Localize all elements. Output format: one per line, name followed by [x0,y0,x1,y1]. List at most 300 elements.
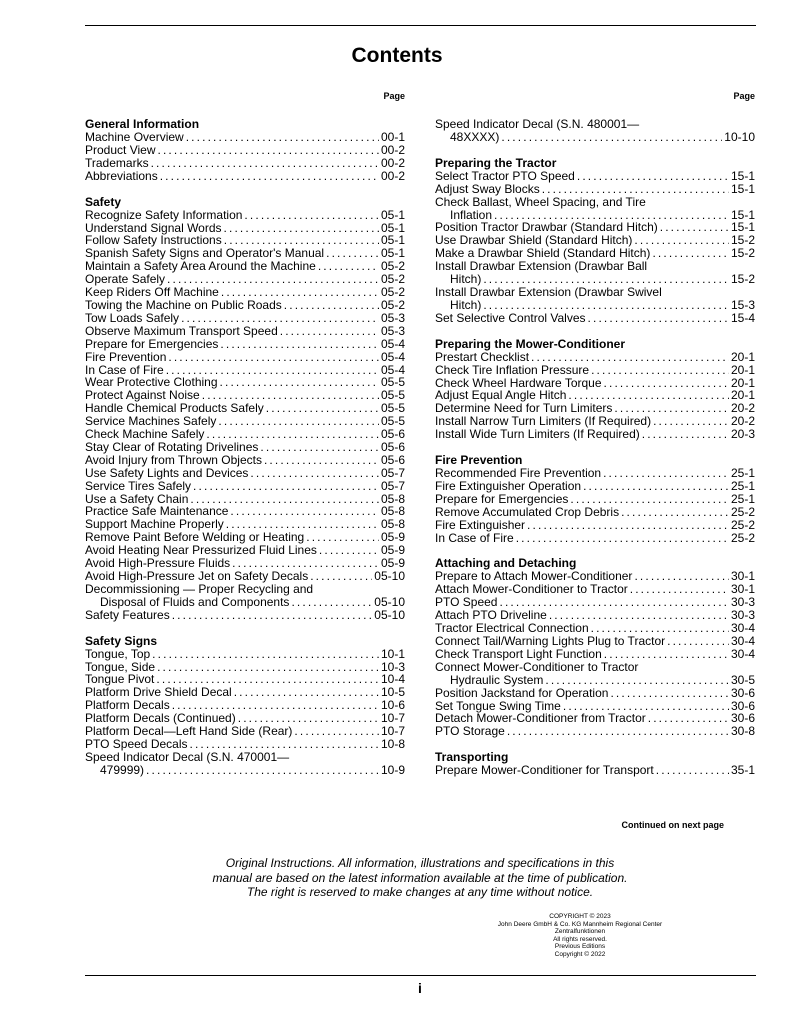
dot-leader [157,144,378,157]
section-heading: General Information [85,117,200,131]
toc-entry-text: Check Wheel Hardware Torque [435,375,602,390]
toc-page-number: 05-2 [380,297,405,312]
dot-leader [250,467,379,480]
copyright-line: All rights reserved. [553,935,607,943]
toc-section [85,118,405,183]
toc-page-number: 25-2 [730,504,755,519]
toc-page-number: 05-5 [380,375,405,390]
toc-entry [435,131,755,144]
dot-leader [190,738,379,751]
toc-page-number: 35-1 [730,763,755,778]
dot-leader [652,247,729,260]
toc-entry-text: Install Narrow Turn Limiters (If Required) [435,414,652,429]
toc-page-number: 05-5 [380,401,405,416]
toc-entry-text: Avoid High-Pressure Fluids [85,556,231,571]
toc-entry-text: Tongue Pivot [85,672,155,687]
toc-entry-text: Support Machine Properly [85,517,224,532]
dot-leader [151,157,379,170]
toc-entry [85,312,405,325]
dot-leader [152,648,379,661]
toc-entry [435,299,755,312]
copyright-line: COPYRIGHT © 2023 [549,913,611,920]
toc-entry-text: Prepare Mower-Conditioner for Transport [435,763,654,778]
dot-leader [224,222,379,235]
dot-leader [483,299,729,312]
toc-entry-text: Tongue, Side [85,659,156,674]
toc-entry [85,157,405,170]
toc-page-number: 05-10 [374,607,405,622]
dot-leader [291,596,372,609]
toc-entry [435,493,755,506]
toc-entry-text: Use Drawbar Shield (Standard Hitch) [435,233,633,248]
toc-entry-text: Fire Prevention [85,349,167,364]
dot-leader [507,725,729,738]
toc-section [435,751,755,777]
toc-entry [435,635,755,648]
toc-page-number: 05-5 [380,414,405,429]
toc-page-number: 20-1 [730,375,755,390]
toc-entry-text: Trademarks [85,155,149,170]
toc-entry-text: Platform Decals (Continued) [85,711,236,726]
toc-page-number: 10-4 [380,672,405,687]
toc-entry-text: Towing the Machine on Public Roads [85,297,282,312]
toc-entry-text: In Case of Fire [435,530,514,545]
toc-entry [85,299,405,312]
toc-entry-text: Avoid High-Pressure Jet on Safety Decals [85,569,309,583]
toc-page-number: 05-1 [380,246,405,261]
toc-page-number: 10-6 [380,698,405,713]
toc-entry [435,428,755,441]
dot-leader [160,170,379,183]
toc-entry [435,506,755,519]
toc-entry-text: Maintain a Safety Area Around the Machine [85,259,316,274]
toc-entry-text: Understand Signal Words [85,220,222,235]
toc-entry-text: Product View [85,142,156,157]
toc-entry-text: Prestart Checklist [435,349,530,364]
toc-entry [435,519,755,532]
toc-page-number: 10-10 [724,129,755,144]
toc-entry-text: Check Ballast, Wheel Spacing, and Tire [435,194,646,209]
toc-entry-text: Tongue, Top [85,646,151,661]
toc-entry [435,183,755,196]
dot-leader [604,648,729,661]
toc-entry-text: Hitch) [450,297,482,312]
dot-leader [326,247,379,260]
toc-entry [85,170,405,183]
toc-page-number: 05-10 [374,594,405,609]
toc-section [435,338,755,441]
toc-page-number: 15-4 [730,310,755,325]
toc-entry-text: Service Tires Safely [85,478,192,493]
toc-page-number: 30-6 [730,698,755,713]
continued-note: Continued on next page [621,820,724,830]
toc-entry [435,351,755,364]
toc-entry [85,441,405,454]
dot-leader [630,583,729,596]
toc-entry-text: Follow Safety Instructions [85,233,222,248]
dot-leader [266,402,379,415]
toc-entry-text: Platform Decals [85,698,170,713]
dot-leader [318,260,379,273]
toc-page-number: 10-8 [380,736,405,751]
dot-leader [501,131,722,144]
toc-entry-text: Check Transport Light Function [435,646,602,661]
dot-leader [294,725,379,738]
toc-page-number: 05-5 [380,388,405,403]
toc-page-number: 05-4 [380,336,405,351]
top-rule [85,25,756,26]
toc-entry [435,648,755,661]
dot-leader [642,428,729,441]
toc-entry-text: Check Tire Inflation Pressure [435,362,590,377]
toc-page-number: 10-9 [380,762,405,777]
toc-entry [85,454,405,467]
toc-entry-text: Adjust Sway Blocks [435,181,540,196]
toc-page-number: 15-2 [730,233,755,248]
toc-page-number: 05-8 [380,491,405,506]
toc-entry [85,467,405,480]
toc-page-number: 15-1 [730,168,755,183]
toc-entry-text: Prepare to Attach Mower-Conditioner [435,569,633,584]
toc-entry-text: Handle Chemical Products Safely [85,401,264,416]
toc-page-number: 25-1 [730,491,755,506]
dot-leader [634,570,729,583]
toc-page-number: 30-6 [730,685,755,700]
dot-leader [570,493,729,506]
toc-section [435,157,755,325]
toc-entry-text: Platform Decal—Left Hand Side (Rear) [85,724,293,739]
toc-page-number: 30-3 [730,595,755,610]
toc-page-number: 05-2 [380,272,405,287]
dot-leader [591,364,729,377]
toc-entry-text: PTO Speed Decals [85,736,188,751]
dot-leader [542,183,729,196]
toc-entry-text: Connect Tail/Warning Lights Plug to Tractor [435,634,666,648]
toc-page-number: 30-4 [730,634,755,648]
dot-leader [264,454,379,467]
toc-entry [435,170,755,183]
toc-page-number: 00-1 [380,130,405,144]
publication-notice [0,856,794,900]
toc-entry [85,764,405,777]
dot-leader [577,170,729,183]
dot-leader [621,506,729,519]
toc-entry-text: Abbreviations [85,168,158,183]
toc-page-number: 30-3 [730,608,755,623]
toc-page-number: 20-2 [730,401,755,416]
toc-page-number: 05-7 [380,465,405,480]
toc-entry-text: Use a Safety Chain [85,491,189,506]
toc-entry-text: Position Tractor Drawbar (Standard Hitch) [435,220,658,235]
dot-leader [234,686,379,699]
dot-leader [181,312,379,325]
toc-page-number: 05-2 [380,285,405,300]
notice-line: manual are based on the latest information available at the time of publication. [212,870,628,885]
dot-leader [667,635,729,648]
dot-leader [527,519,729,532]
toc-page-number: 00-2 [380,142,405,157]
dot-leader [604,377,729,390]
dot-leader [146,764,379,777]
toc-page-number: 05-8 [380,517,405,532]
section-heading: Preparing the Tractor [435,155,557,170]
toc-page-number: 10-5 [380,685,405,700]
section-heading: Attaching and Detaching [435,556,577,571]
toc-entry-text: Prepare for Emergencies [435,491,569,506]
toc-entry [435,532,755,545]
toc-entry-text: Tow Loads Safely [85,310,180,325]
dot-leader [220,376,379,389]
dot-leader [319,544,379,557]
toc-page-number: 15-1 [730,207,755,222]
toc-entry-text: Recommended Fire Prevention [435,466,602,481]
toc-entry-text: Make a Drawbar Shield (Standard Hitch) [435,246,651,261]
toc-page-number: 30-4 [730,646,755,661]
toc-entry [435,764,755,777]
toc-entry-text: Install Drawbar Extension (Drawbar Swivel [435,284,662,299]
copyright-line: Zentralfunktionen [554,928,606,936]
copyright-line: John Deere GmbH & Co. KG Mannheim Regional Center [497,920,663,928]
toc-entry-text: Detach Mower-Conditioner from Tractor [435,711,646,726]
dot-leader [531,351,729,364]
toc-entry [85,325,405,338]
copyright-block [480,913,680,959]
toc-entry [85,596,405,609]
notice-line: Original Instructions. All information, illustrations and specifications in this [225,856,615,870]
toc-entry-text: Remove Accumulated Crop Debris [435,504,620,519]
toc-page-number: 05-3 [380,323,405,338]
toc-page-number: 15-2 [730,246,755,261]
toc-entry [435,480,755,493]
toc-section [85,196,405,622]
toc-page-number: 10-3 [380,659,405,674]
toc-entry [435,364,755,377]
dot-leader [157,661,379,674]
toc-entry-text: Recognize Safety Information [85,207,243,222]
toc-entry-text: Disposal of Fluids and Components [100,594,290,609]
toc-entry-text: Hitch) [450,272,482,287]
toc-entry-text: Set Tongue Swing Time [435,698,561,713]
toc-page-number: 05-2 [380,259,405,274]
toc-page-number: 05-10 [374,569,405,583]
toc-page-number: 10-7 [380,711,405,726]
toc-entry [435,687,755,700]
toc-page-number: 05-4 [380,349,405,364]
toc-entry-text: Attach PTO Driveline [435,608,547,623]
section-heading: Safety [85,194,122,209]
dot-leader [260,441,379,454]
toc-page-number: 30-6 [730,711,755,726]
dot-leader [656,764,729,777]
toc-entry-text: Install Drawbar Extension (Drawbar Ball [435,259,648,274]
toc-entry-text: Prepare for Emergencies [85,336,219,351]
toc-page-number: 15-2 [730,272,755,287]
toc-entry-text: Practice Safe Maintenance [85,504,229,519]
toc-entry-text: Protect Against Noise [85,388,200,403]
toc-entry-text: Platform Drive Shield Decal [85,685,232,700]
carryover-entry [435,118,755,144]
page-number: i [418,980,422,996]
toc-page-number: 15-1 [730,181,755,196]
toc-page-number: 15-3 [730,297,755,312]
toc-page-number: 10-1 [380,646,405,661]
dot-leader [186,131,379,144]
toc-page-number: 05-3 [380,310,405,325]
dot-leader [306,531,379,544]
toc-entry-text: PTO Speed [435,595,498,610]
dot-leader [284,299,379,312]
dot-leader [168,351,379,364]
toc-entry-text: Operate Safely [85,272,166,287]
toc-page-number: 05-1 [380,207,405,222]
toc-entry [85,131,405,144]
toc-entry [85,480,405,493]
toc-entry-text: Decommissioning — Proper Recycling and [85,581,314,596]
toc-page-number: 30-1 [730,582,755,597]
toc-entry-text: Speed Indicator Decal (S.N. 470001— [85,749,290,764]
section-heading: Fire Prevention [435,453,523,468]
toc-page-number: 30-5 [730,672,755,687]
toc-entry-text: 48XXXX) [450,129,500,144]
toc-entry [435,674,755,687]
dot-leader [193,480,379,493]
toc-page-number: 05-9 [380,543,405,558]
left-sections [85,118,405,777]
toc-page-number: 20-2 [730,414,755,429]
toc-section [435,557,755,738]
toc-page-number: 30-8 [730,724,755,739]
toc-entry-text: Inflation [450,207,493,222]
toc-page-number: 05-6 [380,427,405,442]
toc-page-number: 10-7 [380,724,405,739]
copyright-line: Previous Editions [554,943,606,951]
toc-page-number: 00-2 [380,155,405,170]
toc-entry-text: Avoid Heating Near Pressurized Fluid Lines [85,543,317,558]
dot-leader [516,532,729,545]
toc-entry [85,609,405,622]
toc-entry-text: Connect Mower-Conditioner to Tractor [435,659,639,674]
toc-entry-text: Wear Protective Clothing [85,375,218,390]
toc-page-number: 20-1 [730,349,755,364]
dot-leader [588,312,729,325]
right-column [435,90,755,790]
dot-leader [610,687,729,700]
toc-section [85,635,405,777]
toc-entry [85,209,405,222]
toc-page-number: 25-2 [730,517,755,532]
toc-entry-text: Keep Riders Off Machine [85,285,219,300]
dot-leader [545,674,729,687]
toc-page-number: 05-9 [380,556,405,571]
dot-leader [653,415,729,428]
toc-entry-text: Install Wide Turn Limiters (If Required) [435,427,640,442]
toc-entry-text: Fire Extinguisher [435,517,526,532]
toc-entry [85,570,405,583]
toc-page-number: 30-4 [730,621,755,636]
toc-page-number: 05-7 [380,478,405,493]
toc-entry [85,144,405,157]
toc-entry-text: Hydraulic System [450,672,544,687]
toc-page-number: 05-6 [380,452,405,467]
toc-section [435,454,755,544]
copyright-line: Copyright © 2022 [554,950,606,958]
toc-page-number: 25-2 [730,530,755,545]
toc-entry-text: Machine Overview [85,130,184,144]
toc-entry-text: Check Machine Safely [85,427,205,442]
toc-entry-text: Set Selective Control Valves [435,310,586,325]
page-column-label: Page [733,91,755,101]
toc-page-number: 20-3 [730,427,755,442]
toc-entry [435,467,755,480]
toc-page-number: 20-1 [730,362,755,377]
toc-entry-text: Adjust Equal Angle Hitch [435,388,567,403]
notice-line: The right is reserved to make changes at any time without notice. [246,885,594,899]
toc-entry-text: Position Jackstand for Operation [435,685,609,700]
dot-leader [172,609,373,622]
toc-page-number: 05-1 [380,233,405,248]
dot-leader [583,480,729,493]
toc-entry-text: Remove Paint Before Welding or Heating [85,530,305,545]
dot-leader [648,712,729,725]
page-title: Contents [351,44,443,67]
toc-entry-text: Spanish Safety Signs and Operator's Manual [85,246,325,261]
toc-entry-text: Safety Features [85,607,170,622]
dot-leader [660,221,729,234]
toc-entry-text: Avoid Injury from Thrown Objects [85,452,262,467]
dot-leader [244,209,379,222]
toc-entry-text: Stay Clear of Rotating Drivelines [85,439,259,454]
toc-page-number: 25-1 [730,478,755,493]
toc-entry-text: Select Tractor PTO Speed [435,168,575,183]
toc-entry-text: Attach Mower-Conditioner to Tractor [435,582,628,597]
toc-entry [85,648,405,661]
toc-entry [85,428,405,441]
dot-leader [603,467,729,480]
toc-page-number: 30-1 [730,569,755,584]
toc-page-number: 05-9 [380,530,405,545]
toc-page-number: 00-2 [380,168,405,183]
toc-entry [435,312,755,325]
dot-leader [310,570,372,583]
bottom-rule [85,975,756,976]
toc-entry-text: Tractor Electrical Connection [435,621,589,636]
dot-leader [220,338,379,351]
dot-leader [206,428,379,441]
toc-entry [85,351,405,364]
toc-page-number: 25-1 [730,466,755,481]
toc-entry-text: 479999) [100,762,145,777]
toc-page-number: 15-1 [730,220,755,235]
section-heading: Preparing the Mower-Conditioner [435,336,626,351]
toc-entry-text: In Case of Fire [85,362,164,377]
toc-page-number: 05-8 [380,504,405,519]
section-heading: Safety Signs [85,633,158,648]
toc-entry-text: Determine Need for Turn Limiters [435,401,613,416]
toc-entry-text: Speed Indicator Decal (S.N. 480001— [435,117,640,131]
page-column-label: Page [383,91,405,101]
dot-leader [218,415,379,428]
toc-page-number: 05-1 [380,220,405,235]
toc-entry-text: Fire Extinguisher Operation [435,478,582,493]
toc-page-number: 05-4 [380,362,405,377]
dot-leader [280,325,379,338]
toc-entry-text: Use Safety Lights and Devices [85,465,249,480]
dot-leader [230,505,379,518]
left-column [85,90,405,790]
toc-entry [435,725,755,738]
toc-entry [85,338,405,351]
toc-entry-text: PTO Storage [435,724,505,739]
